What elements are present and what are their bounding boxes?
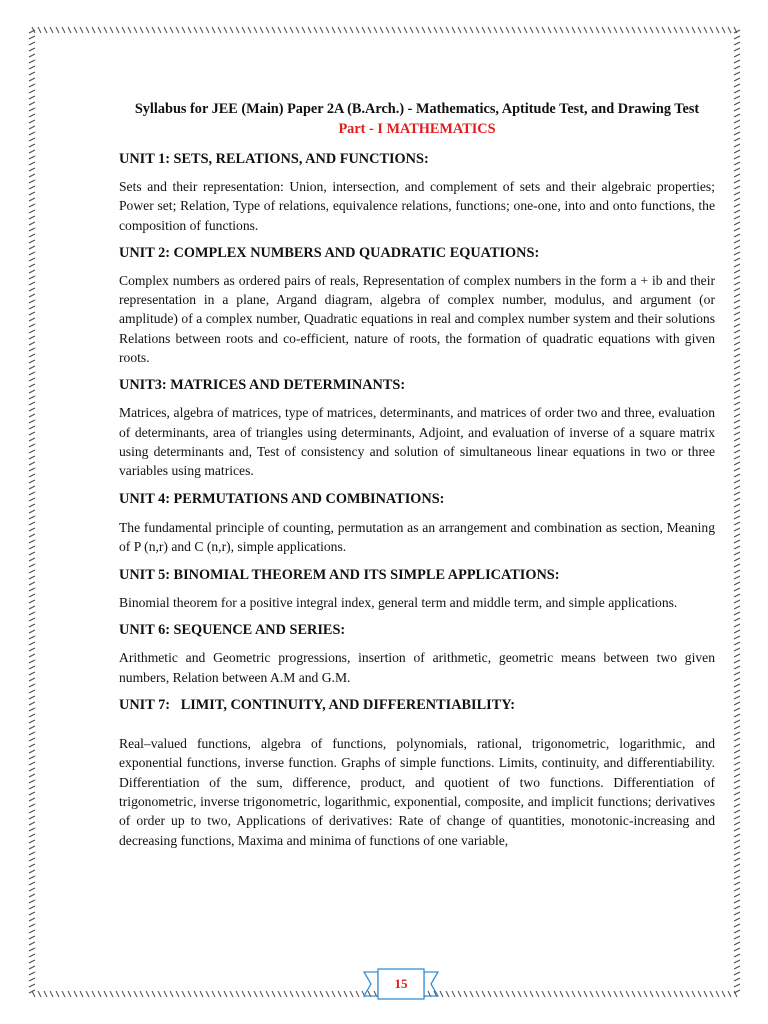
unit-5-body: Binomial theorem for a positive integral index, general term and middle term, and simple applications. [119,595,678,611]
unit-7-body: Real–valued functions, algebra of functions, polynomials, rational, trigonometric, logarithmic, and exponential functions, inverse function. Graphs of simple functions. Limits, continuity, and differentiability. Differentiation of the sum, difference, product, and quotient of two functions. Differentiation of trigonometric, inverse trigonometric, logarithmic, exponential, composite, and implicit functions; derivatives of order up to two, Applications of derivatives: Rate of change of quantities, monotonic-increasing and decreasing functions, Maxima and minima of functions of one variable, [119,736,715,848]
unit-3-body: Matrices, algebra of matrices, type of matrices, determinants, and matrices of order two and three, evaluation of determinants, area of triangles using determinants, Adjoint, and evaluation of inverse of a square matrix using determinants and, Test of consistency and solution of simultaneous linear equations in two or three variables using matrices. [119,405,715,479]
unit-2-body: Complex numbers as ordered pairs of reals, Representation of complex numbers in the form a + ib and their representation in a plane, Argand diagram, algebra of complex number, modulus, and argument (or amplitude) of a complex number, Quadratic equations in real and complex number system and their solutions Relations between roots and co-efficient, nature of roots, the formation of quadratic equations with given roots. [119,272,715,366]
page-number-banner [362,966,440,1000]
unit-6-body: Arithmetic and Geometric progressions, insertion of arithmetic, geometric means between two given numbers, Relation between A.M and G.M. [119,650,715,685]
unit-1-heading: UNIT 1: SETS, RELATIONS, AND FUNCTIONS: [119,151,429,167]
page-content [119,100,715,850]
unit-3-heading: UNIT3: MATRICES AND DETERMINANTS: [119,377,406,394]
unit-4-body: The fundamental principle of counting, permutation as an arrangement and combination as section, Meaning of P (n,r) and C (n,r), simple applications. [119,519,715,554]
unit-7-heading: UNIT 7: LIMIT, CONTINUITY, AND DIFFERENTIABILITY: [119,697,516,714]
unit-1-body: Sets and their representation: Union, intersection, and complement of sets and their algebraic properties; Power set; Relation, Type of relations, equivalence relations, functions; one-one, into and onto functions, the composition of functions. [119,179,715,233]
unit-2-heading: UNIT 2: COMPLEX NUMBERS AND QUADRATIC EQUATIONS: [119,244,540,261]
unit-4-heading: UNIT 4: PERMUTATIONS AND COMBINATIONS: [119,490,445,507]
unit-6-heading: UNIT 6: SEQUENCE AND SERIES: [119,622,346,639]
document-title: Syllabus for JEE (Main) Paper 2A (B.Arch.) - Mathematics, Aptitude Test, and Drawing Test [134,101,700,117]
page-number: 15 [394,976,408,991]
unit-5-heading: UNIT 5: BINOMIAL THEOREM AND ITS SIMPLE APPLICATIONS: [119,567,560,584]
part-heading: Part - I MATHEMATICS [338,121,496,137]
